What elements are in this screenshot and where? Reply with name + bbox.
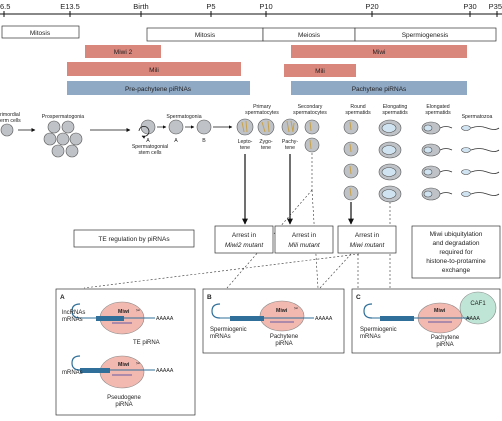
panel-b-pach-line2: piRNA [275, 341, 293, 347]
panel-b-sperm-line1: Spermiogenic [210, 327, 247, 333]
panel-a-rna-block-1 [96, 316, 124, 321]
spermatogonia-b-label: B [202, 138, 206, 144]
stage-spermatozoa: Spermatozoa [461, 114, 493, 120]
miwi-ub-line2: and degradation [432, 240, 480, 247]
timeline-label-e13-5: E13.5 [60, 2, 80, 11]
pachytene-bar-label: Pachytene piRNAs [351, 86, 407, 93]
timeline [0, 2, 502, 17]
panel-a-lnc-line1: lncRNAs [62, 310, 86, 316]
panel-a-lnc-line2: mRNAs [62, 317, 83, 323]
miwi-arrest-line2: Miwi mutant [349, 242, 385, 249]
stage-elongated-line1: Elongated [426, 104, 450, 110]
mili-bar-1-label: Mili [149, 67, 159, 74]
panel-a-te-pirna-label: TE piRNA [133, 340, 160, 346]
panel-a-polya-1: AAAAA [156, 316, 174, 322]
panel-a-scissors-icon-2: ✂ [136, 361, 141, 367]
panel-c-rna-block [380, 316, 414, 321]
miwi-ub-line4: histone-to-protamine [426, 258, 486, 265]
timeline-label-p5: P5 [206, 2, 216, 11]
panel-b-rna-block [230, 316, 264, 321]
stage-pachytene-line2: tene [284, 145, 296, 151]
miwi-ub-line1: Miwi ubiquitylation [429, 231, 483, 238]
cells-row [1, 120, 232, 157]
stem-label-line2: stem cells [138, 150, 162, 156]
mili-arrest-line1: Arrest in [291, 232, 317, 239]
prepachytene-bar-label: Pre-pachytene piRNAs [124, 86, 192, 93]
miwi2-arrest-line2: Miwi2 mutant [224, 242, 264, 249]
stage-pachytene-line1: Pachy- [281, 139, 299, 145]
phase-mitosis-1: Mitosis [29, 30, 51, 37]
elongated-spermatids [422, 122, 452, 200]
timeline-label-p10: P10 [259, 2, 273, 11]
stage-secondary-line1: Secondary [297, 104, 323, 110]
spermatogonia-a [169, 120, 183, 134]
phase-spermiogenesis: Spermiogenesis [401, 32, 449, 39]
spermatogonia-b [197, 120, 211, 134]
panel-a-rna-block-2 [80, 368, 110, 373]
stage-prospermatogonia: Prospermatogonia [41, 114, 85, 120]
miwi2-arrest-line1: Arrest in [231, 232, 257, 239]
phase-meiosis: Meiosis [297, 32, 321, 39]
panel-c-sperm-line1: Spermiogenic [360, 327, 397, 333]
mili-arrest-line2: Mili mutant [288, 242, 320, 249]
panel-a-pseudo-line2: piRNA [115, 402, 133, 408]
te-regulation-text: TE regulation by piRNAs [98, 236, 170, 243]
panel-c-caf1-label: CAF1 [470, 301, 486, 307]
panel-a-miwi-label-2: Miwi [118, 362, 130, 368]
panel-b-tag: B [207, 294, 212, 301]
panel-b [203, 289, 344, 353]
panel-a-polya-2: AAAAA [156, 368, 174, 374]
stage-spermatogonia: Spermatogonia [166, 114, 202, 120]
miwi-ub-line3: required for [439, 249, 473, 256]
stage-primordial-line1: rimordial [0, 112, 20, 118]
panel-b-sperm-line2: mRNAs [210, 334, 231, 340]
panel-c-sperm-line2: mRNAs [360, 334, 381, 340]
panel-c-pach-line1: Pachytene [430, 335, 460, 341]
panel-a-tag: A [60, 294, 65, 301]
secondary-spermatocytes [305, 120, 319, 152]
stem-a-label: A [146, 138, 150, 144]
miwi-bar-label: Miwi [372, 49, 386, 56]
spermatozoa [462, 126, 500, 197]
stage-zygotene-line2: tene [260, 145, 272, 151]
prospermatogonia-cluster [44, 121, 82, 157]
panel-c-pach-line2: piRNA [436, 342, 454, 348]
stage-elongating-line2: spermatids [382, 110, 408, 116]
miwi-arrest-line1: Arrest in [354, 232, 380, 239]
miwi2-bar-label: Miwi 2 [113, 49, 133, 56]
timeline-label-p20: P20 [365, 2, 379, 11]
panel-b-polya: AAAAA [315, 316, 333, 322]
panel-b-pach-line1: Pachytene [269, 334, 299, 340]
elongating-spermatids [379, 120, 401, 202]
panel-a-pseudo-line1: Pseudogene [107, 395, 141, 401]
stage-round-line2: spermatids [345, 110, 371, 116]
primary-spermatocytes [237, 119, 298, 135]
panel-a-mrnas-label: mRNAs [62, 370, 83, 376]
stage-elongated-line2: spermatids [425, 110, 451, 116]
stage-primary-line2: spermatocytes [245, 110, 279, 116]
stage-leptotene-line2: tene [239, 145, 251, 151]
stage-zygotene-line1: Zygo- [259, 139, 273, 145]
spermatogonia-a-label: A [174, 138, 178, 144]
timeline-label-birth: Birth [133, 2, 149, 11]
panel-c [352, 289, 500, 353]
timeline-label-p35: P35 [488, 2, 502, 11]
spermatogonial-stem-cell [141, 120, 155, 134]
stem-label-line1: Spermatogonial [131, 144, 169, 150]
stage-primordial-line2: erm cells [0, 118, 21, 124]
stage-primary-line1: Primary [253, 104, 271, 110]
round-spermatids [344, 120, 358, 200]
miwi-ub-line5: exchange [441, 267, 471, 274]
stage-round-line1: Round [350, 104, 366, 110]
stage-elongating-line1: Elongating [382, 104, 408, 110]
panel-a-scissors-icon-1: ✂ [136, 308, 141, 314]
panel-a-miwi-label-1: Miwi [118, 309, 130, 315]
phase-mitosis-2: Mitosis [194, 32, 216, 39]
panel-a [56, 289, 195, 415]
timeline-label-e6-5: 6.5 [0, 2, 11, 11]
panel-b-miwi-label: Miwi [276, 308, 288, 314]
panel-c-tag: C [356, 294, 361, 301]
panel-c-polya: AAAA [466, 316, 480, 322]
primordial-cell [1, 124, 13, 136]
timeline-label-p30: P30 [463, 2, 477, 11]
stage-secondary-line2: spermatocytes [293, 110, 327, 116]
stage-leptotene-line1: Lepto- [237, 139, 253, 145]
panel-b-scissors-icon: ✂ [294, 306, 299, 312]
mili-bar-2-label: Mili [315, 68, 325, 75]
panel-c-miwi-label: Miwi [434, 308, 446, 314]
